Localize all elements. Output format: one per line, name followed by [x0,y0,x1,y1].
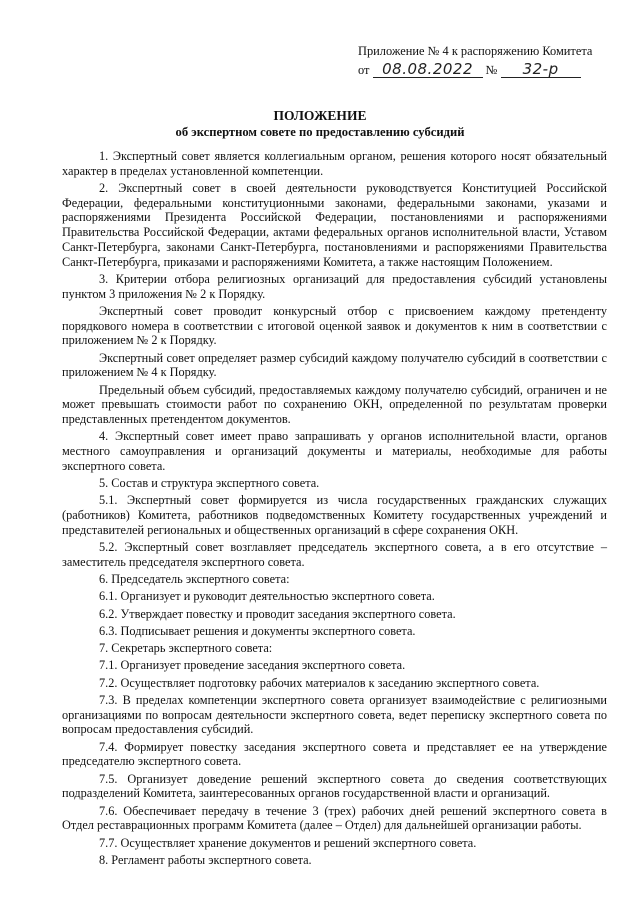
paragraph: Экспертный совет проводит конкурсный отбор с присвоением каждому претенденту порядкового номера в соответствии с итоговой оценкой заявок и документов к ним в соответствии с приложением № 2 к Порядку. [62,303,607,348]
paragraph: 6.3. Подписывает решения и документы экспертного совета. [99,623,416,638]
paragraph: 5.1. Экспертный совет формируется из числа государственных гражданских служащих (работников) Комитета, работников подведомственных Комитету государственных учреждений и представителей региональных и общественных организаций в сфере сохранения ОКН. [62,493,607,537]
paragraph: 7.4. Формирует повестку заседания экспертного совета и представляет ее на утверждение председателю экспертного совета. [62,739,607,769]
paragraph: 5.2. Экспертный совет возглавляет председатель экспертного совета, а в его отсутствие – заместитель председателя экспертного совета. [62,539,607,569]
from-label: от [358,63,370,77]
document-body [62,149,607,870]
paragraph: 1. Экспертный совет является коллегиальным органом, решения которого носят обязательный характер в пределах установленной компетенции. [62,149,607,178]
paragraph: 7.1. Организует проведение заседания экспертного совета. [99,658,406,673]
handwritten-number: 32-р [501,61,581,78]
paragraph: 3. Критерии отбора религиозных организаций для предоставления субсидий установлены пунктом 3 приложения № 2 к Порядку. [62,271,607,301]
paragraph: 5. Состав и структура экспертного совета. [99,475,320,490]
paragraph: 7.2. Осуществляет подготовку рабочих материалов к заседанию экспертного совета. [99,675,540,690]
paragraph: 7.6. Обеспечивает передачу в течение 3 (трех) рабочих дней решений экспертного совета в Отдел реставрационных программ Комитета (далее – Отдел) для дальнейшей организации работы. [62,803,607,833]
appendix-header [358,44,618,81]
paragraph: 7. Секретарь экспертного совета: [99,641,273,656]
appendix-date-number-line [358,61,618,81]
paragraph: 6.2. Утверждает повестку и проводит заседания экспертного совета. [99,606,456,621]
document-title: ПОЛОЖЕНИЕ [273,108,367,123]
number-label: № [485,63,498,77]
paragraph: 2. Экспертный совет в своей деятельности руководствуется Конституцией Российской Федерации, федеральными конституционными законами, федеральными законами, указами и распоряжениями Президента Российской Федерации, постановлениями и распоряжениями Правительства Российской Федерации, актами федеральных органов исполнительной власти, Уставом Санкт-Петербурга, законами Санкт-Петербурга, постановлениями и распоряжениями Правительства Санкт-Петербурга, приказами и распоряжениями Комитета, а также настоящим Положением. [62,181,607,269]
document-subtitle: об экспертном совете по предоставлению субсидий [175,125,465,139]
paragraph: 6.1. Организует и руководит деятельностью экспертного совета. [99,589,435,604]
paragraph: Экспертный совет определяет размер субсидий каждому получателю субсидий в соответствии с приложением № 4 к Порядку. [62,350,607,380]
paragraph: 6. Председатель экспертного совета: [99,571,290,586]
handwritten-date: 08.08.2022 [373,61,483,78]
paragraph: 4. Экспертный совет имеет право запрашивать у органов исполнительной власти, органов местного самоуправления и организаций документы и материалы, необходимые для работы экспертного совета. [62,429,607,473]
paragraph: 7.7. Осуществляет хранение документов и решений экспертного совета. [99,835,477,850]
paragraph: 8. Регламент работы экспертного совета. [99,853,312,867]
paragraph: 7.5. Организует доведение решений экспертного совета до сведения соответствующих подразделений Комитета, заинтересованных органов государственной власти и организаций. [62,771,607,801]
paragraph: 7.3. В пределах компетенции экспертного совета организует взаимодействие с религиозными организациями по вопросам деятельности экспертного совета, ведет переписку экспертного совета по вопросам предоставления субсидий. [62,693,607,737]
appendix-reference: Приложение № 4 к распоряжению Комитета [358,44,593,58]
paragraph: Предельный объем субсидий, предоставляемых каждому получателю субсидий, ограничен и не может превышать стоимости работ по сохранению ОКН, определенной по результатам проверки представленных претендентом документов. [62,382,607,426]
